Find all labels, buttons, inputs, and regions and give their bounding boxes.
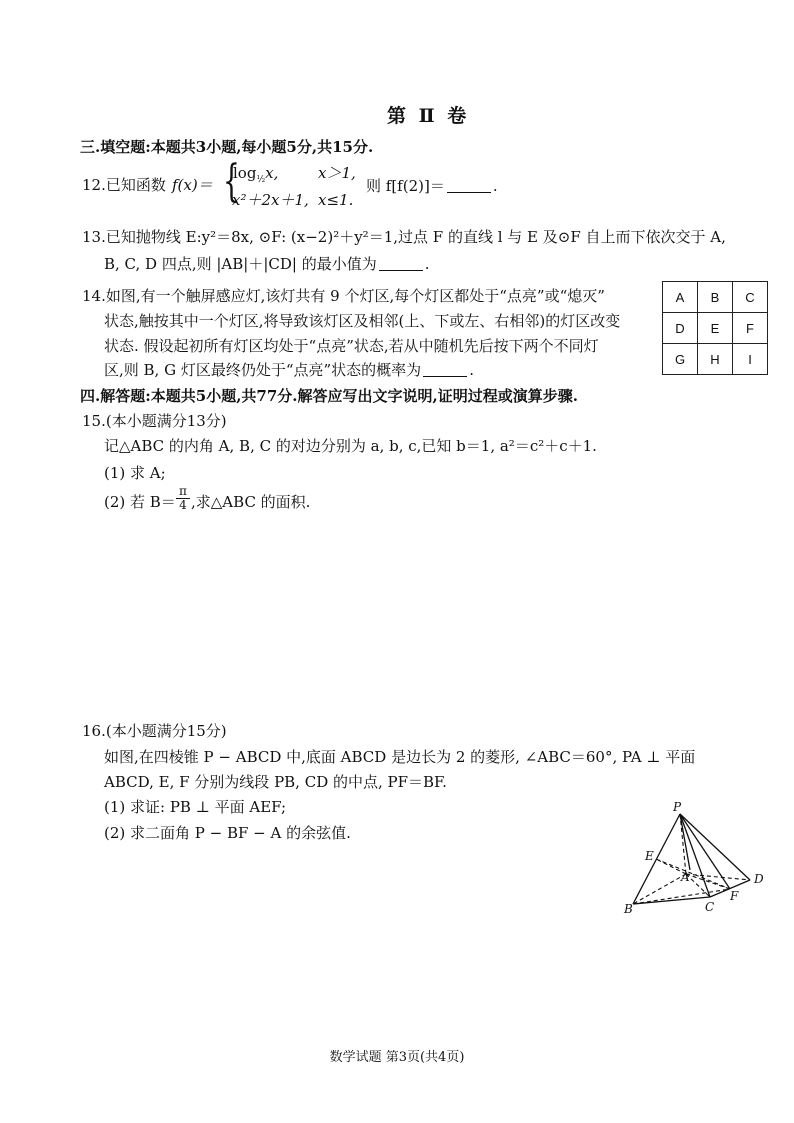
label-C: C	[705, 900, 715, 914]
q15-part2-suffix: ,求△ABC 的面积.	[191, 493, 311, 511]
q13-answer-blank[interactable]	[379, 256, 423, 271]
label-B: B	[624, 902, 633, 916]
edge-AE	[656, 859, 686, 874]
light-grid	[662, 281, 768, 375]
label-F: F	[730, 889, 739, 903]
label-E: E	[645, 849, 654, 863]
q16-line1: 如图,在四棱锥 P − ABCD 中,底面 ABCD 是边长为 2 的菱形, ∠ABC＝60°, PA ⊥ 平面	[104, 748, 696, 766]
q14-end: .	[469, 361, 474, 379]
light-cell: E	[698, 313, 733, 344]
label-P: P	[673, 800, 682, 814]
q15-part1: (1) 求 A;	[104, 464, 166, 482]
q16-part1: (1) 求证: PB ⊥ 平面 AEF;	[104, 798, 287, 816]
label-A: A	[681, 870, 690, 884]
q12-case1-base: ½	[256, 175, 266, 185]
page-footer: 数学试题 第3页(共4页)	[329, 1050, 465, 1065]
light-cell: I	[733, 344, 768, 375]
q16-line2: ABCD, E, F 分别为线段 PB, CD 的中点, PF＝BF.	[104, 773, 447, 791]
q12-case1-var: x,	[265, 164, 279, 182]
edge-CD	[710, 880, 750, 897]
q15-fraction	[176, 485, 190, 512]
q15-part2-prefix: (2) 若 B＝	[104, 493, 176, 511]
light-cell: D	[663, 313, 698, 344]
q15-header: 15.(本小题满分13分)	[82, 412, 227, 430]
edge-PD	[680, 814, 750, 880]
q12-brace: {	[223, 156, 240, 207]
light-cell: G	[663, 344, 698, 375]
q12-case1-cond: x＞1,	[318, 164, 356, 182]
light-cell: C	[733, 282, 768, 313]
q15-frac-num: π	[176, 485, 190, 499]
light-cell: A	[663, 282, 698, 313]
q12-case1-log: log	[233, 164, 257, 182]
q12-fx: f(x)＝	[172, 176, 213, 194]
edge-AD	[686, 874, 750, 880]
edge-PB	[633, 814, 680, 904]
edge-PC	[680, 814, 710, 897]
edge-AB	[633, 874, 686, 904]
q15-frac-den: 4	[179, 498, 187, 512]
edge-PA-outline	[680, 814, 690, 870]
light-cell: H	[698, 344, 733, 375]
edge-BC	[633, 897, 710, 904]
edge-EF	[656, 859, 730, 889]
q12-answer-blank[interactable]	[447, 178, 491, 193]
light-cell: B	[698, 282, 733, 313]
label-D: D	[754, 872, 764, 886]
q14-line4	[104, 360, 474, 380]
q15-stem: 记△ABC 的内角 A, B, C 的对边分别为 a, b, c,已知 b＝1, a²＝c²＋c＋1.	[104, 437, 597, 455]
q14-answer-blank[interactable]	[423, 362, 467, 377]
edge-PA	[680, 814, 686, 874]
q12-prefix: 12.已知函数	[82, 176, 166, 194]
q12-suffix-text: 则 f[f(2)]＝	[366, 177, 445, 195]
q13-end: .	[424, 255, 430, 273]
q13-line1: 13.已知抛物线 E:y²＝8x, ⊙F: (x−2)²＋y²＝1,过点 F 的直线 l 与 E 及⊙F 自上而下依次交于 A,	[82, 228, 726, 246]
q14-line2: 状态,触按其中一个灯区,将导致该灯区及相邻(上、下或左、右相邻)的灯区改变	[104, 312, 621, 330]
q14-line3: 状态. 假设起初所有灯区均处于“点亮”状态,若从中随机先后按下两个不同灯	[104, 337, 599, 355]
edge-BF	[633, 889, 730, 904]
section4-heading: 四.解答题:本题共5小题,共77分.解答应写出文字说明,证明过程或演算步骤.	[80, 387, 578, 405]
q16-header: 16.(本小题满分15分)	[82, 722, 227, 740]
edge-AC	[686, 874, 710, 897]
q12-end: .	[492, 177, 498, 195]
q12-suffix	[366, 176, 498, 196]
q12-case2: x²＋2x＋1,	[232, 191, 309, 209]
part-title: 第 Ⅱ 卷	[387, 105, 470, 127]
edge-PF	[680, 814, 730, 889]
section3-heading: 三.填空题:本题共3小题,每小题5分,共15分.	[80, 138, 374, 156]
q12-case2-cond: x≤1.	[318, 191, 354, 209]
edge-AF	[686, 874, 730, 889]
light-cell: F	[733, 313, 768, 344]
q16-part2: (2) 求二面角 P − BF − A 的余弦值.	[104, 824, 351, 842]
q13-line2-text: B, C, D 四点,则 |AB|＋|CD| 的最小值为	[104, 255, 377, 273]
q14-line4-text: 区,则 B, G 灯区最终仍处于“点亮”状态的概率为	[104, 361, 422, 379]
q13-line2	[104, 254, 430, 274]
q12-case1	[233, 163, 278, 190]
q14-line1: 14.如图,有一个触屏感应灯,该灯共有 9 个灯区,每个灯区都处于“点亮”或“熄灭”	[82, 287, 605, 305]
